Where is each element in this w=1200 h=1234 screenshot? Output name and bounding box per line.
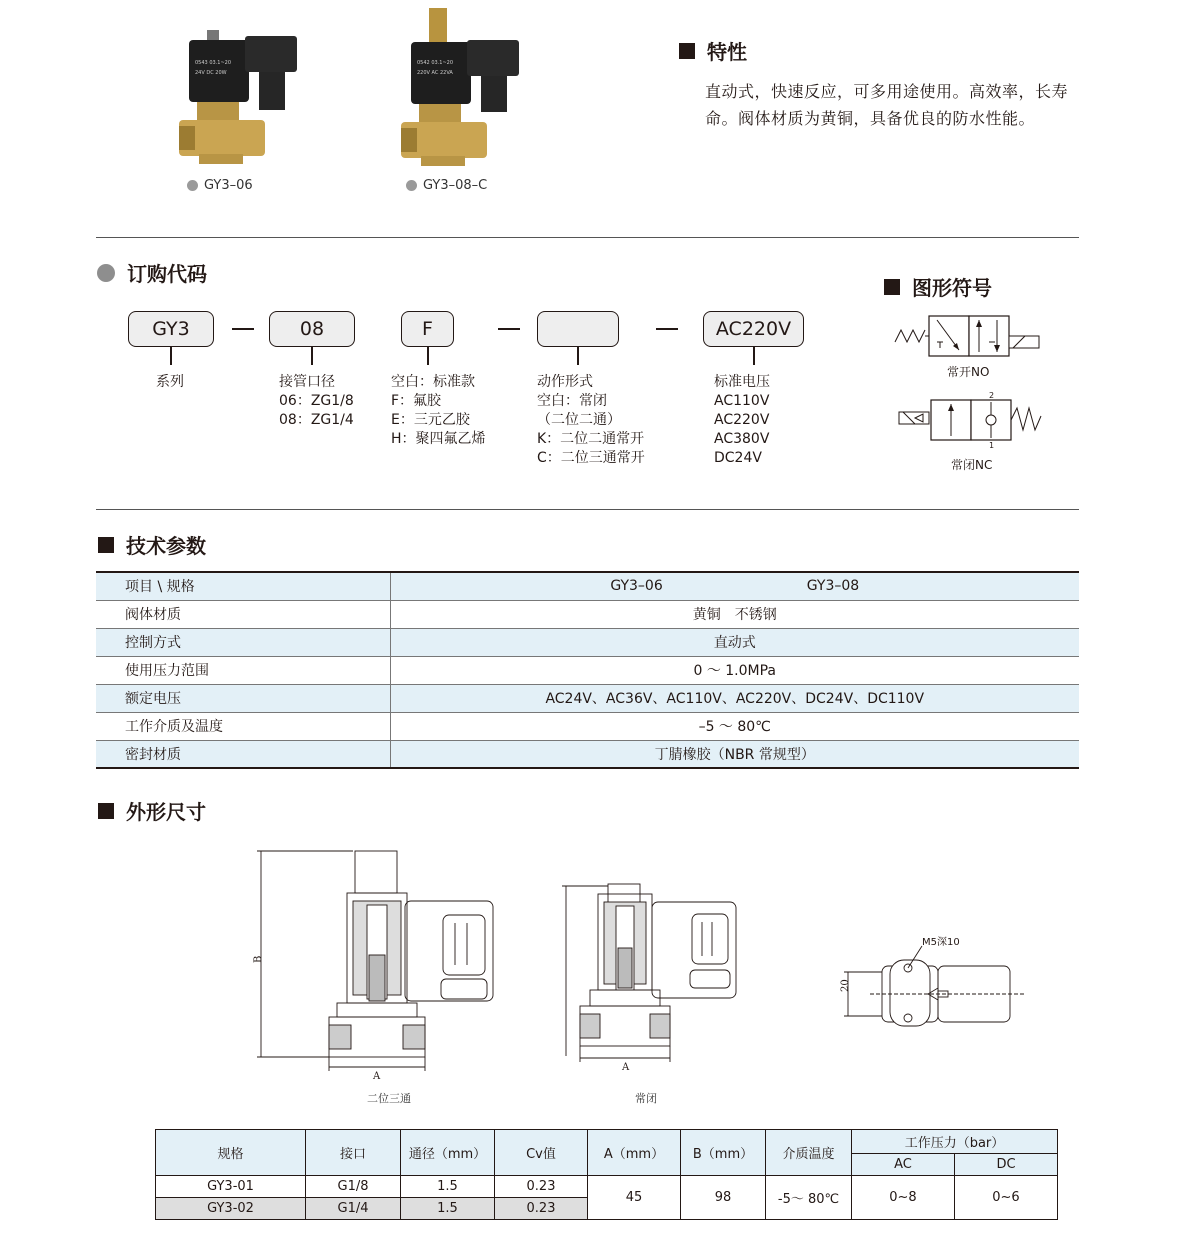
dim-label-m5: M5深10 [922,937,960,948]
dimension-drawing-3way [255,845,505,1085]
divider [96,509,1079,510]
order-code-heading: 订购代码 [97,258,207,287]
cell: 0~6 [954,1176,1057,1220]
symbol-heading: 图形符号 [884,272,992,301]
square-bullet-icon [884,279,900,295]
port-label-1: 1 [989,441,995,450]
dim-label-a: A [373,1071,381,1082]
code-box-voltage: AC220V [703,311,804,347]
spec-table [96,571,1079,769]
row-value: 0 ～ 1.0MPa [390,656,1079,684]
dimension-drawing-bottom-view [830,932,1030,1032]
row-label: 工作介质及温度 [96,712,390,740]
svg-text:0543 03.1~20: 0543 03.1~20 [195,60,231,66]
cell: GY3-01 [156,1176,306,1198]
row-label: 控制方式 [96,628,390,656]
symbol-nc-caption: 常闭NC [951,458,993,472]
dim-label-20: 20 [840,979,851,992]
table-row [96,628,1079,656]
dimension-drawing-nc [560,880,750,1080]
tech-heading: 技术参数 [98,530,206,559]
table-header-row [156,1130,1058,1154]
code-desc-voltage: 标准电压 AC110V AC220V AC380V DC24V [714,374,770,466]
cell: G1/4 [306,1198,401,1220]
cell: 1.5 [401,1176,495,1198]
row-value: 黄铜 不锈钢 [390,600,1079,628]
col-header: 介质温度 [766,1130,852,1176]
valve-symbol-nc [897,390,1049,448]
port-label-2: 2 [989,391,995,400]
code-desc-port: 接管口径 06：ZG1/8 08：ZG1/4 [279,374,354,428]
code-box-seal: F [401,311,454,347]
col-subheader: DC [954,1154,1057,1176]
code-dash [232,328,254,330]
code-stem [753,347,755,365]
divider [96,237,1079,238]
product-image-gy3-06 [175,28,305,168]
table-row [96,656,1079,684]
table-row [96,740,1079,768]
col-header: B（mm） [681,1130,766,1176]
dim-label-a2: A [622,1062,630,1073]
row-label: 密封材质 [96,740,390,768]
row-label: 阀体材质 [96,600,390,628]
col-header: 工作压力（bar） [852,1130,1058,1154]
col-header: 接口 [306,1130,401,1176]
code-dash [498,328,520,330]
row-value: –5 ～ 80℃ [390,712,1079,740]
svg-text:0542 03.1~20: 0542 03.1~20 [417,60,453,66]
table-row [156,1176,1058,1198]
col-subheader: AC [852,1154,955,1176]
table-header-label: 项目 \ 规格 [96,572,390,600]
col-header: 通径（mm） [401,1130,495,1176]
bullet-dot [406,180,417,191]
code-stem [170,347,172,365]
code-desc-seal: 空白：标准款 F：氟胶 E：三元乙胶 H：聚四氟乙烯 [391,374,486,447]
symbol-no-caption: 常开NO [947,365,990,379]
table-row [96,712,1079,740]
table-header-values: GY3–06 GY3–08 [390,572,1079,600]
cell: 0.23 [495,1176,588,1198]
square-bullet-icon [98,803,114,819]
code-box-action [537,311,619,347]
cell: GY3-02 [156,1198,306,1220]
svg-text:220V AC 22VA: 220V AC 22VA [417,70,453,76]
cell: 98 [681,1176,766,1220]
dimensions-heading: 外形尺寸 [98,796,206,825]
code-stem [427,347,429,365]
code-stem [577,347,579,365]
features-text: 直动式，快速反应，可多用途使用。高效率，长寿命。阀体材质为黄铜，具备优良的防水性能。 [705,82,1069,128]
code-stem [311,347,313,365]
code-dash [656,328,678,330]
cell: 0.23 [495,1198,588,1220]
row-value: 直动式 [390,628,1079,656]
product-image-gy3-08-c [393,6,533,171]
svg-text:24V DC 20W: 24V DC 20W [195,70,227,76]
col-header: A（mm） [588,1130,681,1176]
cell: 1.5 [401,1198,495,1220]
row-label: 额定电压 [96,684,390,712]
cell: -5～ 80℃ [766,1176,852,1220]
product-caption-gy3-06: GY3–06 [187,178,253,193]
table-row [96,684,1079,712]
square-bullet-icon [679,43,695,59]
cell: G1/8 [306,1176,401,1198]
circle-bullet-icon [97,264,115,282]
product-caption-gy3-08-c: GY3–08–C [406,178,487,193]
code-box-series: GY3 [128,311,214,347]
col-header: Cv值 [495,1130,588,1176]
drawing-nc-caption: 常闭 [635,1092,657,1105]
drawing-3way-caption: 二位三通 [367,1092,411,1105]
cell: 45 [588,1176,681,1220]
row-value: AC24V、AC36V、AC110V、AC220V、DC24V、DC110V [390,684,1079,712]
dim-label-b: B [253,955,264,963]
row-value: 丁腈橡胶（NBR 常规型） [390,740,1079,768]
code-desc-action: 动作形式 空白：常闭 （二位二通） K：二位二通常开 C：二位三通常开 [537,374,645,466]
row-label: 使用压力范围 [96,656,390,684]
code-desc-series: 系列 [156,374,184,390]
bullet-dot [187,180,198,191]
dimension-table [155,1129,1058,1220]
square-bullet-icon [98,537,114,553]
valve-symbol-no [893,312,1045,362]
table-header-row [96,572,1079,600]
table-row [96,600,1079,628]
features-heading: 特性 [679,36,747,65]
cell: 0~8 [852,1176,955,1220]
col-header: 规格 [156,1130,306,1176]
code-box-port: 08 [269,311,355,347]
